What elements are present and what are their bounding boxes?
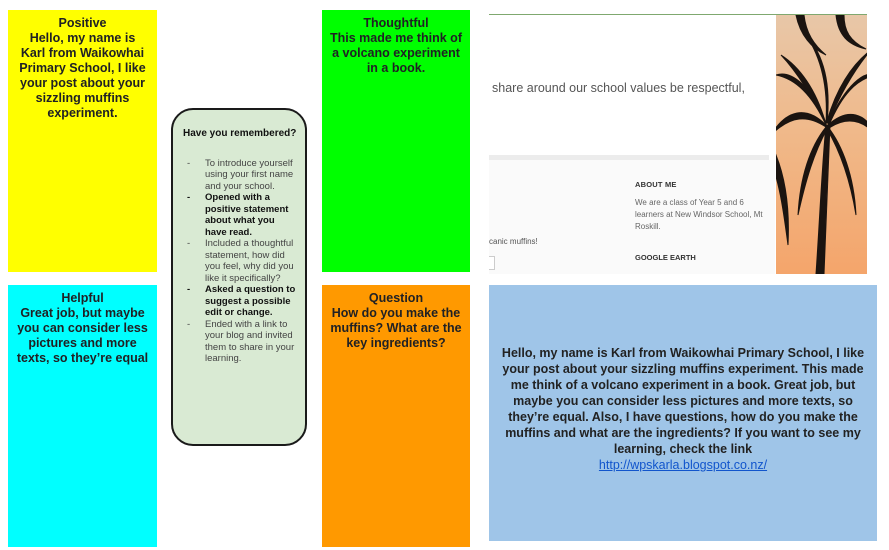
blog-link[interactable]: http://wpskarla.blogspot.co.nz/ [598,458,768,472]
thoughtful-body: This made me think of a volcano experiment in a book. [330,31,462,75]
checklist-box [171,108,307,446]
positive-card [8,10,157,272]
checklist-list [183,158,297,365]
checklist-item: - Opened with a positive statement about what you have read. [183,192,297,238]
blog-post-text: share around our school values be respectful, [492,81,745,95]
blog-content-pane [489,160,775,274]
google-earth-heading: GOOGLE EARTH [635,253,696,262]
palm-silhouette-icon [776,15,867,274]
question-card [322,285,470,547]
helpful-body: Great job, but maybe you can consider less pictures and more texts, so they’re equal [16,306,149,365]
blog-post-snippet[interactable]: canic muffins! [489,237,538,246]
checklist-item: - Ended with a link to your blog and invited them to share in your learning. [183,319,297,365]
about-text: We are a class of Year 5 and 6 learners at New Windsor School, Mt Roskill. [635,198,763,231]
blog-sidebar [635,180,765,262]
checklist-title: Have you remembered? [183,128,297,139]
positive-body: Hello, my name is Karl from Waikowhai Primary School, I like your post about your sizzling muffins experiment. [19,31,146,120]
final-comment-text: Hello, my name is Karl from Waikowhai Primary School, I like your post about your sizzling muffins experiment. This made me think of a volcano experiment in a book. Great job, but maybe you can consider less pictures and more texts, so they’re equal. Also, I have questions, how do you make the muffins and what are the ingredients? If you want to see my learning, check the link [501,346,865,456]
positive-title: Positive [58,16,107,30]
comment-input[interactable] [489,256,495,270]
checklist-item: - To introduce yourself using your first name and your school. [183,158,297,193]
thoughtful-card [322,10,470,272]
final-comment-card [489,285,877,541]
blog-screenshot [489,14,867,274]
checklist-item: - Asked a question to suggest a possible edit or change. [183,284,297,319]
about-heading: ABOUT ME [635,180,677,189]
palm-tree-photo [776,15,867,274]
question-body: How do you make the muffins? What are the key ingredients? [330,306,462,350]
helpful-card [8,285,157,547]
thoughtful-title: Thoughtful [363,16,429,30]
helpful-title: Helpful [61,291,104,305]
question-title: Question [368,291,424,305]
checklist-item: - Included a thoughtful statement, how did you feel, why did you like it specifically? [183,238,297,284]
